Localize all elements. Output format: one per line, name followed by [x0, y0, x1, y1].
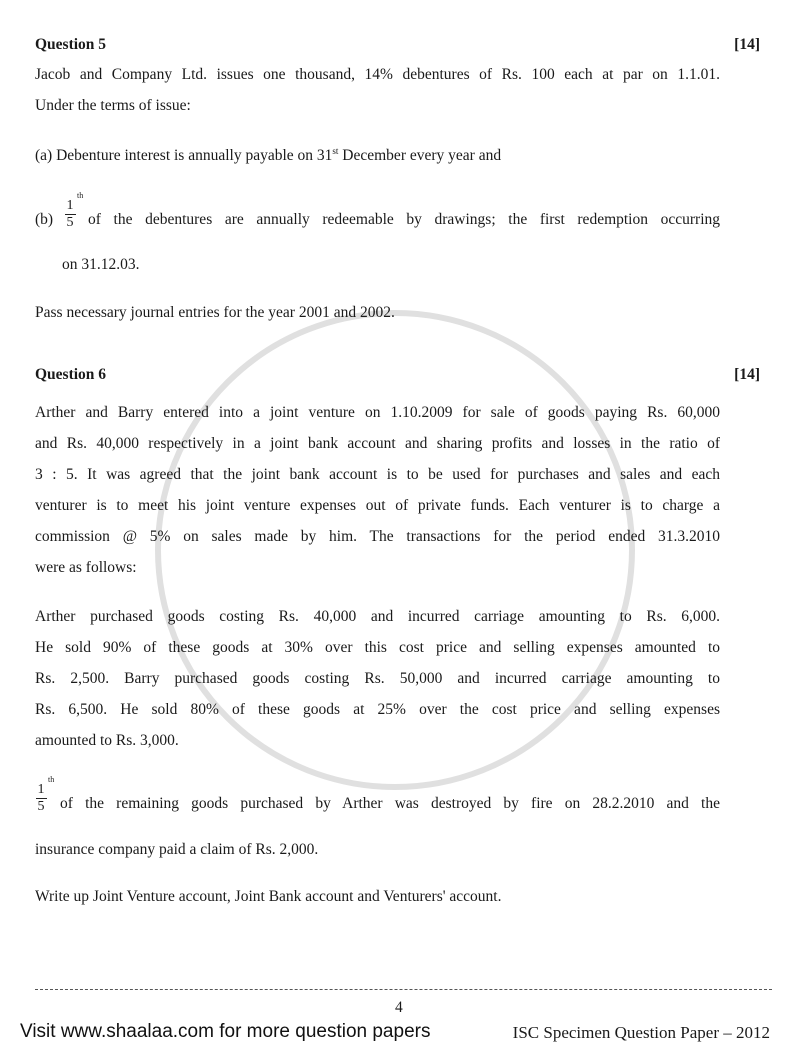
visit-link[interactable]: Visit www.shaalaa.com for more question papers	[20, 1021, 431, 1042]
q5-item-a	[35, 146, 501, 166]
question-5-title: Question 5	[35, 36, 107, 53]
question-5-marks: [14]	[734, 36, 760, 53]
fraction-sup: th	[77, 191, 84, 200]
q6-task: Write up Joint Venture account, Joint Bank account and Venturers' account.	[35, 888, 502, 905]
q6-p1-line: venturer is to meet his joint venture expenses out of private funds. Each venturer is to charge a	[35, 497, 720, 514]
footer-divider	[35, 989, 772, 990]
fraction-numerator: 1	[37, 782, 45, 797]
q6-p1-line: commission @ 5% on sales made by him. The transactions for the period ended 31.3.2010	[35, 528, 720, 545]
q5-item-b-text: of the debentures are annually redeemable by drawings; the first redemption occurring	[88, 211, 720, 228]
page-number: 4	[395, 999, 403, 1016]
question-6-marks: [14]	[734, 366, 760, 383]
q6-p2-line: He sold 90% of these goods at 30% over this cost price and selling expenses amounted to	[35, 639, 720, 656]
q6-p1-line: and Rs. 40,000 respectively in a joint bank account and sharing profits and losses in the ratio of	[35, 435, 720, 452]
q6-p2-line: amounted to Rs. 3,000.	[35, 732, 179, 749]
q5-item-b-cont: on 31.12.03.	[62, 256, 140, 273]
q6-p1-line: Arther and Barry entered into a joint venture on 1.10.2009 for sale of goods paying Rs. 60,000	[35, 404, 720, 421]
q5-intro-line: Under the terms of issue:	[35, 97, 191, 114]
q6-p1-line: were as follows:	[35, 559, 137, 576]
item-a-sup: st	[332, 145, 339, 156]
fraction-one-fifth	[33, 775, 55, 815]
q6-p3-line: of the remaining goods purchased by Arther was destroyed by fire on 28.2.2010 and the	[60, 795, 720, 812]
q6-p3-line: insurance company paid a claim of Rs. 2,000.	[35, 841, 319, 858]
paper-title: ISC Specimen Question Paper – 2012	[512, 1023, 770, 1042]
fraction-denominator: 5	[66, 215, 74, 230]
fraction-denominator: 5	[37, 799, 45, 814]
item-a-text-end: December every year and	[338, 147, 502, 164]
q6-p2-line: Rs. 2,500. Barry purchased goods costing Rs. 50,000 and incurred carriage amounting to	[35, 670, 720, 687]
q5-intro-line: Jacob and Company Ltd. issues one thousand, 14% debentures of Rs. 100 each at par on 1.1.01.	[35, 66, 720, 83]
item-a-text: (a) Debenture interest is annually payable on 31	[35, 147, 333, 164]
q6-p1-line: 3 : 5. It was agreed that the joint bank account is to be used for purchases and sales and each	[35, 466, 720, 483]
fraction-sup: th	[48, 775, 55, 784]
q6-p2-line: Arther purchased goods costing Rs. 40,000 and incurred carriage amounting to Rs. 6,000.	[35, 608, 720, 625]
question-6-title: Question 6	[35, 366, 107, 383]
fraction-one-fifth	[62, 191, 84, 231]
q5-task: Pass necessary journal entries for the year 2001 and 2002.	[35, 304, 395, 321]
fraction-numerator: 1	[66, 198, 74, 213]
q6-p2-line: Rs. 6,500. He sold 80% of these goods at 25% over the cost price and selling expenses	[35, 701, 720, 718]
q5-item-b-label: (b)	[35, 211, 54, 228]
